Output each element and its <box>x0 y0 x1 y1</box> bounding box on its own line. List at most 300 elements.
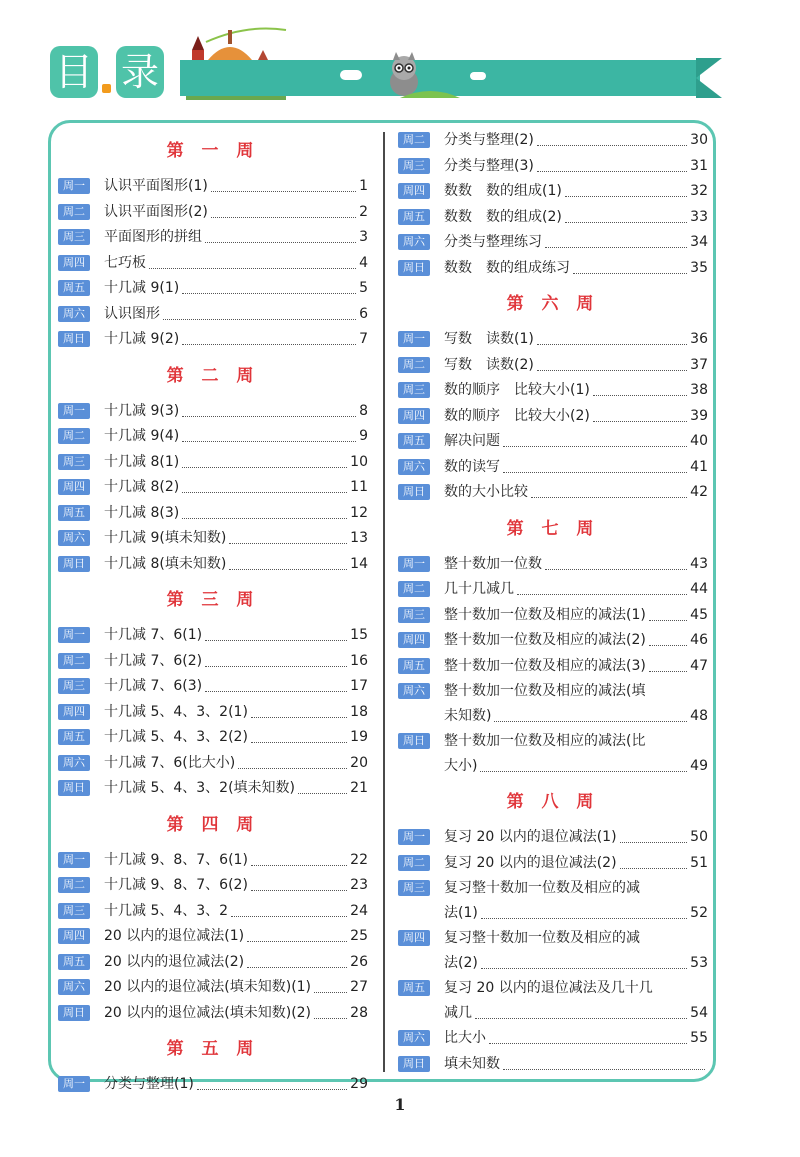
day-badge: 周六 <box>58 530 90 546</box>
entry-text <box>444 404 708 429</box>
dot-leader <box>205 242 356 243</box>
dot-leader <box>545 247 687 248</box>
dot-leader <box>537 370 687 371</box>
day-badge: 周三 <box>398 158 430 174</box>
entry-title: 几十几减几 <box>444 581 514 597</box>
entry-text <box>104 776 368 801</box>
entry-title: 复习整十数加一位数及相应的减 <box>444 880 640 896</box>
dot-leader <box>163 319 356 320</box>
entry-title: 数的大小比较 <box>444 484 528 500</box>
entry-title-line2 <box>444 754 708 779</box>
entry-page: 53 <box>690 955 708 971</box>
toc-entry[interactable] <box>398 480 708 506</box>
day-badge: 周五 <box>58 280 90 296</box>
dot-leader <box>298 793 347 794</box>
toc-entry[interactable] <box>58 450 368 476</box>
entry-text <box>104 725 368 750</box>
dot-leader <box>503 446 687 447</box>
dot-leader <box>149 268 356 269</box>
entry-page: 54 <box>690 1005 708 1021</box>
entry-page: 33 <box>690 208 708 225</box>
toc-entry[interactable] <box>398 353 708 379</box>
entry-title: 十几减 8(3) <box>104 504 180 521</box>
day-badge: 周日 <box>398 260 430 276</box>
entry-title: 分类与整理(1) <box>104 1076 194 1092</box>
entry-page: 27 <box>350 979 368 995</box>
dot-leader <box>211 191 356 192</box>
entry-page: 30 <box>690 132 708 148</box>
dot-leader <box>229 543 347 544</box>
toc-entry[interactable] <box>58 873 368 899</box>
dot-leader <box>211 217 356 218</box>
day-badge: 周日 <box>398 733 430 749</box>
dot-leader <box>229 569 347 570</box>
dot-leader <box>182 492 347 493</box>
entry-page: 4 <box>359 254 368 271</box>
entry-page: 14 <box>350 555 368 572</box>
toc-entry[interactable] <box>398 455 708 481</box>
title-dot <box>102 84 111 93</box>
toc-entry[interactable] <box>398 825 708 851</box>
day-badge: 周四 <box>58 479 90 495</box>
entry-text <box>444 851 708 876</box>
dot-leader <box>205 691 347 692</box>
column-divider <box>383 132 385 1072</box>
entry-title: 十几减 9、8、7、6(2) <box>104 877 248 893</box>
toc-entry[interactable] <box>398 378 708 404</box>
entry-title: 十几减 7、6(3) <box>104 678 203 694</box>
entry-title: 数数 数的组成练习 <box>444 259 570 276</box>
toc-entry[interactable] <box>58 251 368 277</box>
entry-title: 数数 数的组成(1) <box>444 183 562 199</box>
entry-text <box>104 276 368 301</box>
entry-title: 认识平面图形(1) <box>104 178 208 194</box>
dot-leader <box>182 293 356 294</box>
entry-text <box>444 480 708 505</box>
day-badge: 周四 <box>398 408 430 424</box>
entry-title: 解决问题 <box>444 433 500 449</box>
entry-text <box>444 926 708 976</box>
entry-title: 比大小 <box>444 1030 486 1046</box>
entry-text <box>444 353 708 378</box>
dot-leader <box>537 145 687 146</box>
day-badge: 周六 <box>58 306 90 322</box>
entry-title: 十几减 9(4) <box>104 428 180 444</box>
dot-leader <box>205 640 347 641</box>
entry-page: 7 <box>359 331 368 347</box>
toc-entry[interactable] <box>398 1026 708 1052</box>
day-badge: 周三 <box>58 454 90 470</box>
day-badge: 周五 <box>398 980 430 996</box>
dot-leader <box>247 967 347 968</box>
entry-text <box>104 873 368 898</box>
entry-page: 3 <box>359 229 368 245</box>
day-badge: 周五 <box>398 209 430 225</box>
entry-page: 38 <box>690 382 708 398</box>
entry-page: 20 <box>350 754 368 771</box>
entry-page: 6 <box>359 305 368 322</box>
entry-title: 十几减 5、4、3、2(1) <box>104 703 248 720</box>
toc-entry[interactable] <box>398 404 708 430</box>
entry-title: 整十数加一位数 <box>444 555 542 572</box>
toc-entry[interactable] <box>58 424 368 450</box>
day-badge: 周四 <box>398 183 430 199</box>
toc-entry[interactable] <box>398 654 708 680</box>
day-badge: 周一 <box>58 852 90 868</box>
dot-leader <box>620 868 688 869</box>
entry-page: 50 <box>690 829 708 845</box>
entry-text <box>104 950 368 975</box>
toc-entry[interactable] <box>398 552 708 578</box>
banner-tail <box>696 58 722 98</box>
toc-entry[interactable] <box>398 729 708 779</box>
dot-leader <box>481 968 687 969</box>
entry-title-continued: 未知数) <box>444 708 492 724</box>
day-badge: 周日 <box>398 1056 430 1072</box>
dot-leader <box>251 717 347 718</box>
entry-text <box>104 424 368 449</box>
toc-entry[interactable] <box>398 976 708 1026</box>
entry-page: 55 <box>690 1030 708 1046</box>
toc-entry[interactable] <box>398 603 708 629</box>
day-badge: 周二 <box>398 855 430 871</box>
week-title: 第 五 周 <box>166 1039 260 1059</box>
entry-title: 数数 数的组成(2) <box>444 208 562 225</box>
entry-page: 42 <box>690 484 708 500</box>
dot-leader <box>251 742 347 743</box>
entry-page: 47 <box>690 657 708 674</box>
entry-page: 43 <box>690 555 708 572</box>
entry-title: 平面图形的拼组 <box>104 229 202 245</box>
entry-text <box>444 230 708 255</box>
day-badge: 周五 <box>398 658 430 674</box>
entry-text <box>444 154 708 179</box>
entry-page: 9 <box>359 428 368 444</box>
entry-title-continued: 大小) <box>444 758 478 774</box>
entry-title: 十几减 9(1) <box>104 280 180 296</box>
entry-text <box>104 700 368 725</box>
entry-title: 整十数加一位数及相应的减法(3) <box>444 657 646 674</box>
entry-page: 41 <box>690 458 708 475</box>
entry-title: 七巧板 <box>104 254 146 271</box>
dot-leader <box>593 395 687 396</box>
entry-text <box>104 251 368 276</box>
entry-page: 1 <box>359 178 368 194</box>
entry-title: 十几减 9(2) <box>104 331 180 347</box>
entry-text <box>104 302 368 327</box>
entry-text <box>444 976 708 1026</box>
entry-page: 29 <box>350 1076 368 1092</box>
dot-leader <box>531 497 687 498</box>
day-badge: 周四 <box>58 704 90 720</box>
entry-page: 26 <box>350 953 368 970</box>
dot-leader <box>251 890 347 891</box>
toc-entry[interactable] <box>58 276 368 302</box>
dot-leader <box>537 171 687 172</box>
toc-entry[interactable] <box>58 327 368 353</box>
entry-page: 25 <box>350 928 368 944</box>
toc-entry[interactable] <box>398 205 708 231</box>
entry-page: 19 <box>350 729 368 745</box>
hill-decoration <box>400 84 460 98</box>
day-badge: 周一 <box>58 178 90 194</box>
toc-entry[interactable] <box>398 1052 708 1078</box>
entry-title: 数的顺序 比较大小(2) <box>444 407 590 424</box>
entry-page: 45 <box>690 606 708 623</box>
entry-text <box>444 455 708 480</box>
entry-page: 24 <box>350 902 368 919</box>
day-badge: 周三 <box>398 607 430 623</box>
toc-entry[interactable] <box>398 429 708 455</box>
week-title: 第 二 周 <box>166 365 260 386</box>
entry-page: 39 <box>690 407 708 424</box>
toc-entry[interactable] <box>398 230 708 256</box>
entry-title: 分类与整理(3) <box>444 157 534 174</box>
toc-entry[interactable] <box>58 475 368 501</box>
entry-title: 20 以内的退位减法(2) <box>104 953 245 970</box>
dot-leader <box>197 1089 347 1090</box>
toc-entry[interactable] <box>58 776 368 802</box>
dot-leader <box>489 1043 687 1044</box>
entry-title: 十几减 8(填未知数) <box>104 555 227 572</box>
toc-entry[interactable] <box>58 623 368 649</box>
entry-title: 十几减 7、6(比大小) <box>104 754 236 771</box>
toc-entry[interactable] <box>58 526 368 552</box>
entry-title-line2 <box>444 901 708 926</box>
entry-title: 十几减 7、6(2) <box>104 652 203 669</box>
entry-text <box>444 679 708 729</box>
week-title: 第 三 周 <box>166 590 260 610</box>
toc-entry[interactable] <box>398 628 708 654</box>
entry-page: 18 <box>350 703 368 720</box>
day-badge: 周一 <box>58 1076 90 1092</box>
toc-entry[interactable] <box>58 399 368 425</box>
entry-text <box>444 603 708 628</box>
toc-entry[interactable] <box>398 154 708 180</box>
entry-title: 整十数加一位数及相应的减法(2) <box>444 632 646 648</box>
entry-title: 分类与整理(2) <box>444 132 534 148</box>
entry-text <box>444 577 708 602</box>
entry-text <box>104 450 368 475</box>
day-badge: 周日 <box>58 780 90 796</box>
toc-entry[interactable] <box>58 225 368 251</box>
entry-text <box>104 399 368 424</box>
dot-leader <box>565 222 687 223</box>
toc-entry[interactable] <box>398 679 708 729</box>
dot-leader <box>503 472 687 473</box>
toc-entry[interactable] <box>398 926 708 976</box>
day-badge: 周三 <box>398 382 430 398</box>
toc-entry[interactable] <box>398 327 708 353</box>
day-badge: 周四 <box>398 632 430 648</box>
dot-leader <box>573 273 687 274</box>
entry-page: 2 <box>359 203 368 220</box>
entry-title: 十几减 8(2) <box>104 479 180 495</box>
right-column <box>398 128 708 1077</box>
day-badge: 周二 <box>398 581 430 597</box>
entry-title: 20 以内的退位减法(填未知数)(2) <box>104 1004 312 1021</box>
toc-entry[interactable] <box>58 975 368 1001</box>
dot-leader <box>475 1018 687 1019</box>
entry-text <box>104 848 368 873</box>
toc-entry[interactable] <box>58 674 368 700</box>
entry-text <box>444 205 708 230</box>
toc-entry[interactable] <box>398 577 708 603</box>
day-badge: 周六 <box>398 459 430 475</box>
entry-text <box>104 649 368 674</box>
entry-title: 20 以内的退位减法(填未知数)(1) <box>104 979 312 995</box>
entry-page: 23 <box>350 877 368 893</box>
toc-entry[interactable] <box>58 1072 368 1098</box>
toc-entry[interactable] <box>58 552 368 578</box>
page-number: 1 <box>394 1095 406 1114</box>
day-badge: 周二 <box>398 357 430 373</box>
entry-text <box>444 876 708 926</box>
entry-title: 认识图形 <box>104 305 160 322</box>
entry-title: 十几减 8(1) <box>104 453 180 470</box>
week-title: 第 八 周 <box>506 792 600 812</box>
entry-text <box>104 1001 368 1026</box>
day-badge: 周六 <box>58 755 90 771</box>
entry-text <box>444 429 708 454</box>
day-badge: 周日 <box>58 331 90 347</box>
day-badge: 周二 <box>58 204 90 220</box>
toc-entry[interactable] <box>58 200 368 226</box>
week-title: 第 六 周 <box>506 294 600 314</box>
entry-text <box>104 174 368 199</box>
entry-title-line2 <box>444 1001 708 1026</box>
entry-page: 40 <box>690 433 708 449</box>
day-badge: 周五 <box>58 954 90 970</box>
entry-title: 认识平面图形(2) <box>104 203 208 220</box>
entry-title: 分类与整理练习 <box>444 234 542 250</box>
entry-text <box>444 378 708 403</box>
toc-entry[interactable] <box>398 128 708 154</box>
title-char-1: 目 <box>50 46 98 98</box>
day-badge: 周六 <box>398 683 430 699</box>
toc-entry[interactable] <box>58 174 368 200</box>
entry-text <box>104 623 368 648</box>
toc-entry[interactable] <box>58 649 368 675</box>
entry-title: 数的读写 <box>444 458 500 475</box>
entry-text <box>444 128 708 153</box>
day-badge: 周四 <box>58 255 90 271</box>
day-badge: 周三 <box>398 880 430 896</box>
day-badge: 周日 <box>58 1005 90 1021</box>
toc-entry[interactable] <box>58 725 368 751</box>
entry-text <box>444 729 708 779</box>
toc-entry[interactable] <box>398 851 708 877</box>
week-title: 第 一 周 <box>166 141 260 161</box>
entry-text <box>104 225 368 250</box>
toc-entry[interactable] <box>58 848 368 874</box>
toc-entry[interactable] <box>398 876 708 926</box>
entry-page: 22 <box>350 851 368 868</box>
dot-leader <box>231 916 347 917</box>
dot-leader <box>182 416 356 417</box>
entry-title: 整十数加一位数及相应的减法(比 <box>444 733 646 749</box>
entry-title-continued: 减几 <box>444 1005 472 1021</box>
day-badge: 周一 <box>58 403 90 419</box>
dot-leader <box>649 620 687 621</box>
toc-entry[interactable] <box>398 179 708 205</box>
entry-page: 46 <box>690 632 708 648</box>
entry-title: 复习 20 以内的退位减法(1) <box>444 829 617 845</box>
entry-title: 写数 读数(1) <box>444 331 534 347</box>
day-badge: 周日 <box>398 484 430 500</box>
entry-title-continued: 法(1) <box>444 905 478 921</box>
entry-page: 5 <box>359 280 368 296</box>
toc-entry[interactable] <box>58 950 368 976</box>
entry-page: 34 <box>690 234 708 250</box>
toc-entry[interactable] <box>58 501 368 527</box>
entry-text <box>104 501 368 526</box>
dot-leader <box>182 441 356 442</box>
toc-entry[interactable] <box>58 899 368 925</box>
dot-leader <box>565 196 687 197</box>
dot-leader <box>182 467 347 468</box>
entry-title: 十几减 5、4、3、2 <box>104 902 229 919</box>
entry-page: 32 <box>690 183 708 199</box>
entry-page: 51 <box>690 854 708 871</box>
day-badge: 周一 <box>398 829 430 845</box>
entry-page: 48 <box>690 708 708 724</box>
dot-leader <box>545 569 687 570</box>
entry-title-line2 <box>444 704 708 729</box>
dot-leader <box>480 771 687 772</box>
entry-text <box>444 256 708 281</box>
entry-text <box>444 327 708 352</box>
entry-text <box>444 552 708 577</box>
dot-leader <box>205 666 347 667</box>
entry-title: 数的顺序 比较大小(1) <box>444 382 590 398</box>
entry-page: 31 <box>690 157 708 174</box>
entry-page: 49 <box>690 758 708 774</box>
entry-title: 复习 20 以内的退位减法(2) <box>444 854 617 871</box>
entry-title: 复习 20 以内的退位减法及几十几 <box>444 980 653 996</box>
entry-title: 整十数加一位数及相应的减法(填 <box>444 683 646 699</box>
toc-entry[interactable] <box>58 1001 368 1027</box>
entry-page: 16 <box>350 652 368 669</box>
day-badge: 周六 <box>58 979 90 995</box>
toc-entry[interactable] <box>58 924 368 950</box>
entry-page: 10 <box>350 453 368 470</box>
entry-page: 21 <box>350 780 368 796</box>
toc-entry[interactable] <box>398 256 708 282</box>
day-badge: 周三 <box>58 678 90 694</box>
day-badge: 周六 <box>398 1030 430 1046</box>
dot-leader <box>247 941 347 942</box>
day-badge: 周一 <box>398 556 430 572</box>
entry-page: 52 <box>690 905 708 921</box>
day-badge: 周五 <box>58 505 90 521</box>
entry-title: 十几减 9(3) <box>104 402 180 419</box>
toc-entry[interactable] <box>58 700 368 726</box>
dot-leader <box>649 645 687 646</box>
dot-leader <box>537 344 687 345</box>
entry-text <box>104 1072 368 1097</box>
day-badge: 周日 <box>58 556 90 572</box>
toc-entry[interactable] <box>58 751 368 777</box>
entry-text <box>104 200 368 225</box>
entry-text <box>104 751 368 776</box>
day-badge: 周四 <box>58 928 90 944</box>
entry-text <box>104 552 368 577</box>
day-badge: 周一 <box>58 627 90 643</box>
toc-entry[interactable] <box>58 302 368 328</box>
entry-page: 11 <box>350 479 368 495</box>
day-badge: 周三 <box>58 229 90 245</box>
